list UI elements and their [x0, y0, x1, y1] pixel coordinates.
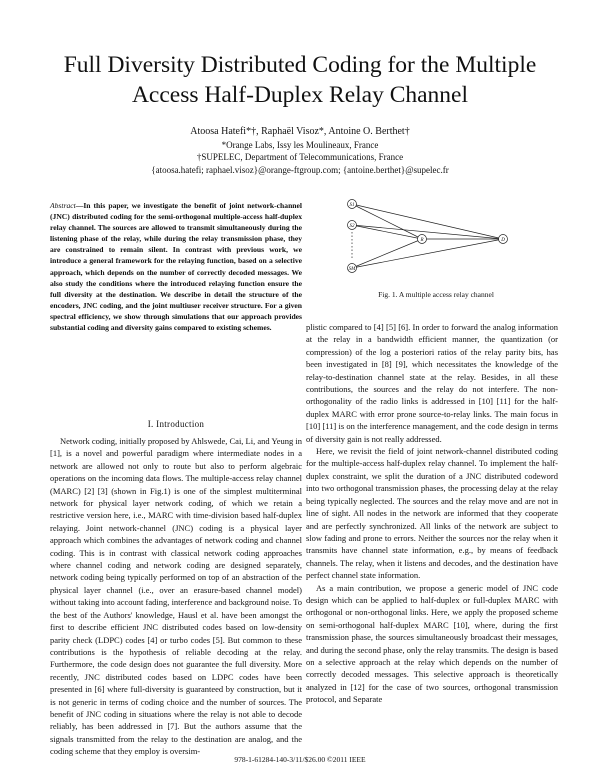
paper-title [40, 50, 560, 110]
left-column-body [50, 435, 302, 758]
abstract-label: Abstract [50, 201, 76, 210]
abstract [50, 200, 302, 333]
abstract-text: —In this paper, we investigate the benefit of joint network-channel (JNC) distributed coding for the semi-orthogonal multiple-access half-duplex relay channel. The sources are allowed to transmit simultaneously during the listening phase of the relay, while during the relay transmission phase, they are constrained to remain silent. In contrast with previous work, we introduce a general framework for the relaying function, based on a selective approach, which depends on the number of correctly decoded messages. We also study the conditions where the introduced relaying function ensure the full diversity at the destination. We describe in detail the structure of the encoders, JNC coding, and the joint multiuser receiver structure. For a given spectral efficiency, we show through simulations that our approach provides substantial coding and diversity gains compared to existing schemes. [50, 201, 302, 333]
marc-figure [340, 198, 540, 278]
copyright-footer: 978-1-61284-140-3/11/$26.00 ©2011 IEEE [234, 755, 366, 764]
section-introduction-title: I. Introduction [147, 419, 205, 429]
label-sm: SM [348, 267, 356, 272]
author-list: Atoosa Hatefi*†, Raphaël Visoz*, Antoine O. Berthet† [190, 126, 410, 137]
intro-paragraph-continued: plistic compared to [4] [5] [6]. In order to forward the analog information at the relay in a bandwidth efficient manner, the quantization (or compression) of the log a posteriori ratios of the relay parity bits, has been investigated in [8] [9], which necessitates the knowledge of the relay-to-destination channel state at the relay. Besides, in all these contributions, the sources and the relay do not interfere. The non-orthogonality of the radio links is addressed in [10] [11] for the half-duplex MARC with error prone source-to-relay links. The main focus in [10] [11] is on the interference management, and the code design in terms of diversity gain is not really addressed. [306, 322, 558, 444]
link-sm-r [352, 239, 422, 268]
intro-paragraph-1: Network coding, initially proposed by Ahlswede, Cai, Li, and Yeung in [1], is a novel and powerful paradigm where intermediate nodes in a network are allowed not only to route but also to perform algebraic operations on the incoming data flows. The multiple-access relay channel (MARC) [2] [3] (shown in Fig.1) is one of the simplest multiterminal network for physical layer network coding, of which we retain a restrictive version here, i.e., MARC with time-division based half-duplex relaying. Joint network-channel (JNC) coding is a physical layer approach which combines the advantages of network coding and channel coding. This is in contrast with classical network coding approaches where channel coding and network coding are designed separately, network coding being typically performed on top of an abstraction of the physical layer channel (i.e., over an erasure-based channel model) without taking into account fading, interference and background noise. To the best of the Authors' knowledge, Hausl et al. have been amongst the first to describe efficient JNC distributed codes based on low-density parity check (LDPC) codes [4] or turbo codes [5]. But common to these contributions is the hypothesis of reliable decoding at the relay. Furthermore, the code design does not guarantee the full diversity. More recently, JNC distributed codes based on LDPC codes have been presented in [6] where full-diversity is guaranteed by construction, but it is not generic in terms of coding choice and the number of sources. The benefit of JNC coding in situations where the relay is not able to decode reliably, has been addressed in [7]. But the authors assume that the signals transmitted from the relay to the destination are analog, and the coding scheme that they employ is oversim- [50, 436, 302, 757]
figure-caption: Fig. 1. A multiple access relay channel [378, 290, 494, 299]
label-s1: S1 [349, 203, 355, 208]
label-d: D [501, 238, 505, 243]
intro-paragraph-3: As a main contribution, we propose a generic model of JNC code design which can be applied to half-duplex or full-duplex MARC with orthogonal or non-orthogonal links. Here, we apply the proposed scheme on semi-orthogonal half-duplex MARC [10], where, during the first transmission phase, the sources simultaneously broadcast their messages, and during the second phase, only the relay transmits. The design is based on a selective approach at the relay which depends on the number of correctly decoded messages. This selective approach is theoretically analyzed in [12] for the case of two sources, orthogonal transmission protocol, and Separate [306, 582, 558, 705]
author-emails: {atoosa.hatefi; raphael.visoz}@orange-ftgroup.com; {antoine.berthet}@supelec.fr [151, 165, 449, 175]
title-line-2: Access Half-Duplex Relay Channel [131, 82, 469, 108]
label-r: R [420, 238, 424, 243]
right-column-body [306, 321, 558, 706]
intro-paragraph-2: Here, we revisit the field of joint network-channel distributed coding for the multiple-access half-duplex relay channel. To implement the half-duplex constraint, we split the duration of a JNC distributed codeword into two orthogonal transmission phases, the processing delay at the relay being typically neglected. The sources and the relay move and are not in line of sight. All nodes in the network are informed that they cooperate and are perfectly synchronized. All links of the network are subject to slow fading and prone to errors. Neither the sources nor the relay when it transmits have channel state information, e.g., by means of feedback channels. The relay, when it listens and decodes, and the destination have perfect channel state information. [306, 446, 558, 581]
link-sm-d [352, 239, 503, 268]
label-s2: S2 [349, 224, 355, 229]
affiliation-supelec: †SUPELEC, Department of Telecommunications, France [196, 152, 404, 162]
affiliation-orange: *Orange Labs, Issy les Moulineaux, France [221, 140, 379, 150]
title-line-1: Full Diversity Distributed Coding for the Multiple [63, 52, 537, 78]
